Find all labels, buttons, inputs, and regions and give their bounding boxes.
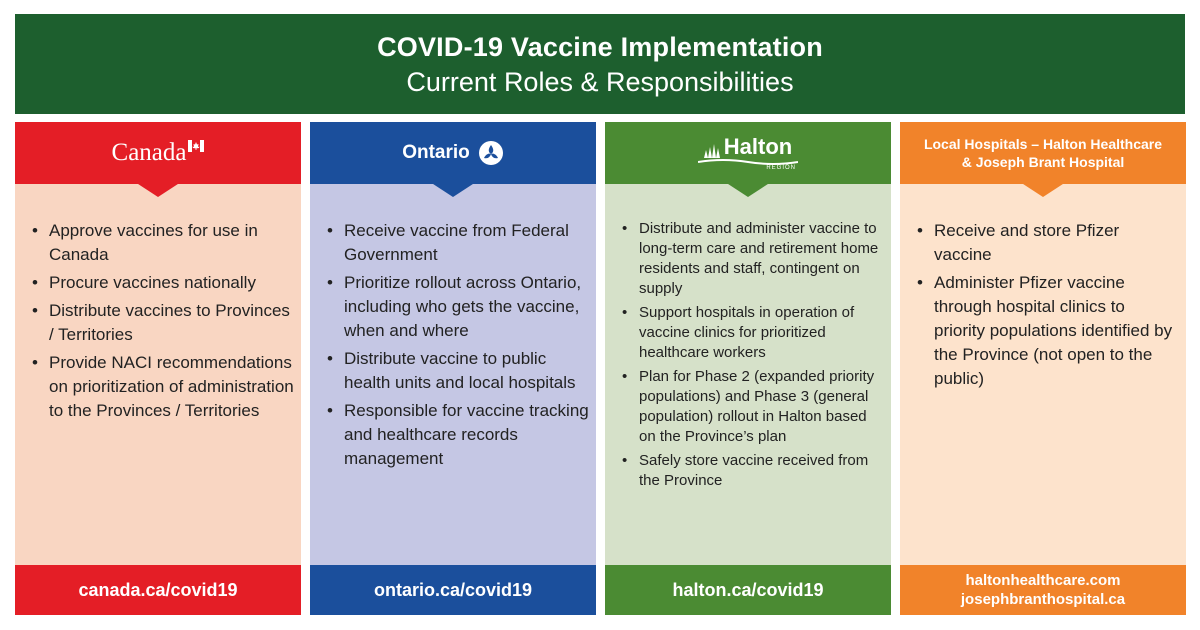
ontario-logo [402, 140, 504, 166]
hospitals-column [900, 122, 1186, 615]
halton-healthcare-link[interactable]: haltonhealthcare.com [965, 572, 1121, 589]
list-item: • Approve vaccines for use in Canada [29, 219, 295, 267]
halton-link[interactable]: halton.ca/covid19 [672, 579, 824, 600]
list-item: • Provide NACI recommendations on prioritization of administration to the Provinces / Territories [29, 351, 295, 423]
halton-footer [605, 565, 891, 615]
list-item: • Distribute vaccine to public health units and local hospitals [324, 347, 590, 395]
title-banner [15, 14, 1185, 114]
ontario-footer [310, 565, 596, 615]
halton-logo [698, 133, 798, 171]
list-item: • Procure vaccines nationally [29, 271, 295, 295]
canada-wordmark: Canada [111, 139, 187, 166]
list-item: • Responsible for vaccine tracking and healthcare records management [324, 399, 590, 471]
canada-header [15, 122, 301, 184]
list-item: • Support hospitals in operation of vaccine clinics for prioritized healthcare workers [619, 303, 885, 363]
canada-header-arrow [135, 182, 181, 197]
hospitals-title-line2: & Joseph Brant Hospital [961, 154, 1125, 170]
page-subtitle: Current Roles & Responsibilities [406, 67, 794, 97]
list-item: • Distribute vaccines to Provinces / Territories [29, 299, 295, 347]
halton-column [605, 122, 891, 615]
hospitals-header [900, 122, 1186, 184]
list-item: • Prioritize rollout across Ontario, including who gets the vaccine, when and where [324, 271, 590, 343]
halton-wordmark: Halton [723, 133, 793, 159]
ontario-responsibilities [324, 219, 590, 475]
halton-region-label: REGION [766, 164, 796, 171]
halton-responsibilities [619, 219, 885, 495]
list-item: • Receive and store Pfizer vaccine [914, 219, 1180, 267]
canada-flag-icon [188, 140, 204, 152]
list-item: • Plan for Phase 2 (expanded priority populations) and Phase 3 (general population) rollout in Halton based on the Province’s plan [619, 367, 885, 447]
hospitals-responsibilities [914, 219, 1180, 395]
halton-skyline-icon [704, 142, 722, 158]
ontario-header-arrow [430, 182, 476, 197]
halton-header-arrow [725, 182, 771, 197]
list-item: • Administer Pfizer vaccine through hospital clinics to priority populations identified by the Province (not open to the public) [914, 271, 1180, 391]
canada-footer [15, 565, 301, 615]
hospitals-header-arrow [1020, 182, 1066, 197]
canada-column [15, 122, 301, 615]
joseph-brant-link[interactable]: josephbranthospital.ca [960, 591, 1126, 608]
list-item: • Distribute and administer vaccine to long-term care and retirement home residents and staff, contingent on supply [619, 219, 885, 299]
canada-logo [112, 139, 205, 167]
hospitals-footer [900, 565, 1186, 615]
list-item: • Safely store vaccine received from the Province [619, 451, 885, 491]
ontario-wordmark: Ontario [402, 142, 470, 163]
hospitals-title [924, 135, 1162, 171]
list-item: • Receive vaccine from Federal Government [324, 219, 590, 267]
canada-responsibilities [29, 219, 295, 427]
trillium-icon [478, 140, 504, 166]
canada-link[interactable]: canada.ca/covid19 [78, 579, 238, 600]
page-title: COVID-19 Vaccine Implementation [377, 32, 823, 62]
ontario-link[interactable]: ontario.ca/covid19 [373, 579, 533, 600]
halton-header [605, 122, 891, 184]
ontario-column [310, 122, 596, 615]
hospitals-title-line1: Local Hospitals – Halton Healthcare [923, 136, 1163, 152]
ontario-header [310, 122, 596, 184]
